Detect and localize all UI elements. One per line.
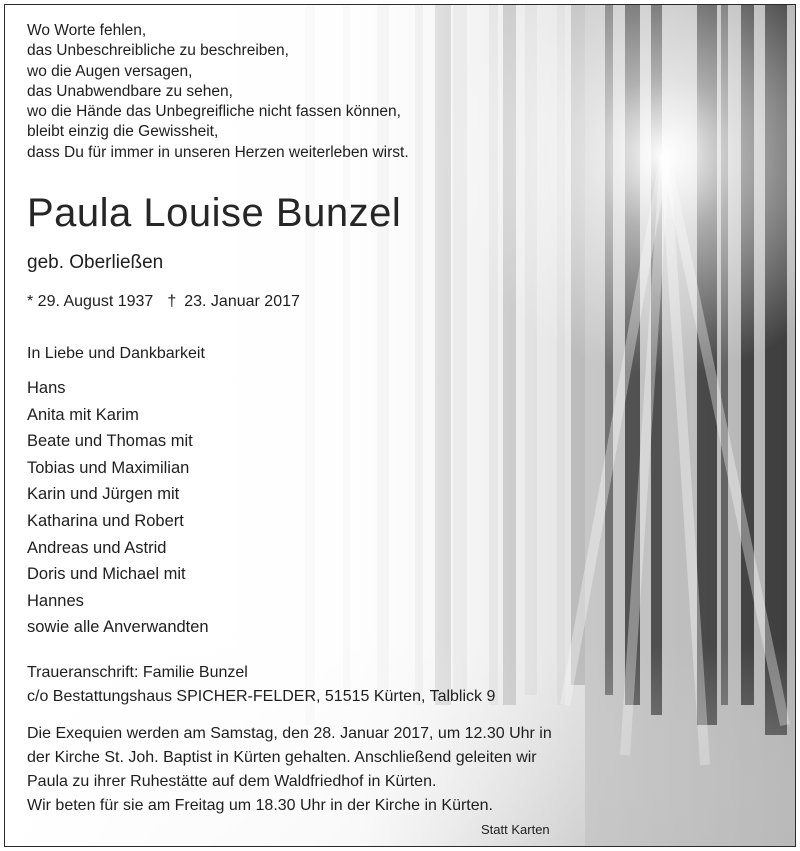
obituary-card	[4, 4, 796, 847]
mourner-line: Karin und Jürgen mit	[27, 485, 180, 504]
mourner-line: Anita mit Karim	[27, 405, 139, 424]
mourner-line: Andreas und Astrid	[27, 538, 167, 557]
service-line: Paula zu ihrer Ruhestätte auf dem Waldfriedhof in Kürten.	[27, 773, 437, 790]
service-details	[27, 722, 552, 818]
poem	[27, 21, 409, 163]
poem-line: wo die Augen versagen,	[27, 62, 193, 80]
deceased-name: Paula Louise Bunzel	[27, 191, 402, 235]
poem-line: dass Du für immer in unseren Herzen weiterleben wirst.	[27, 143, 409, 161]
mourning-address	[27, 661, 495, 709]
address-line: Traueranschrift: Familie Bunzel	[27, 664, 248, 681]
birth-date: * 29. August 1937	[27, 293, 154, 310]
poem-line: das Unbeschreibliche zu beschreiben,	[27, 42, 289, 60]
footer-note: Statt Karten	[481, 822, 550, 837]
life-dates	[27, 292, 300, 312]
service-line: Wir beten für sie am Freitag um 18.30 Uhr in der Kirche in Kürten.	[27, 797, 493, 814]
mourner-line: Hannes	[27, 591, 84, 610]
mourner-line: Beate und Thomas mit	[27, 432, 193, 451]
service-line: der Kirche St. Joh. Baptist in Kürten gehalten. Anschließend geleiten wir	[27, 749, 537, 766]
mourner-line: Doris und Michael mit	[27, 565, 186, 584]
obituary-text	[5, 5, 795, 846]
poem-line: bleibt einzig die Gewissheit,	[27, 123, 219, 141]
dedication: In Liebe und Dankbarkeit	[27, 345, 205, 362]
poem-line: wo die Hände das Unbegreifliche nicht fassen können,	[27, 103, 401, 121]
death-date: 23. Januar 2017	[184, 293, 300, 310]
address-line: c/o Bestattungshaus SPICHER-FELDER, 51515 Kürten, Talblick 9	[27, 688, 496, 705]
death-symbol: †	[167, 293, 177, 310]
birth-name: geb. Oberließen	[27, 252, 164, 273]
mourner-line: sowie alle Anverwandten	[27, 618, 209, 637]
mourner-line: Tobias und Maximilian	[27, 458, 190, 477]
service-line: Die Exequien werden am Samstag, den 28. Januar 2017, um 12.30 Uhr in	[27, 725, 552, 742]
mourner-line: Katharina und Robert	[27, 511, 184, 530]
mourner-line: Hans	[27, 379, 66, 397]
poem-line: das Unabwendbare zu sehen,	[27, 82, 233, 100]
mourners-list	[27, 375, 209, 641]
poem-line: Wo Worte fehlen,	[27, 22, 147, 39]
